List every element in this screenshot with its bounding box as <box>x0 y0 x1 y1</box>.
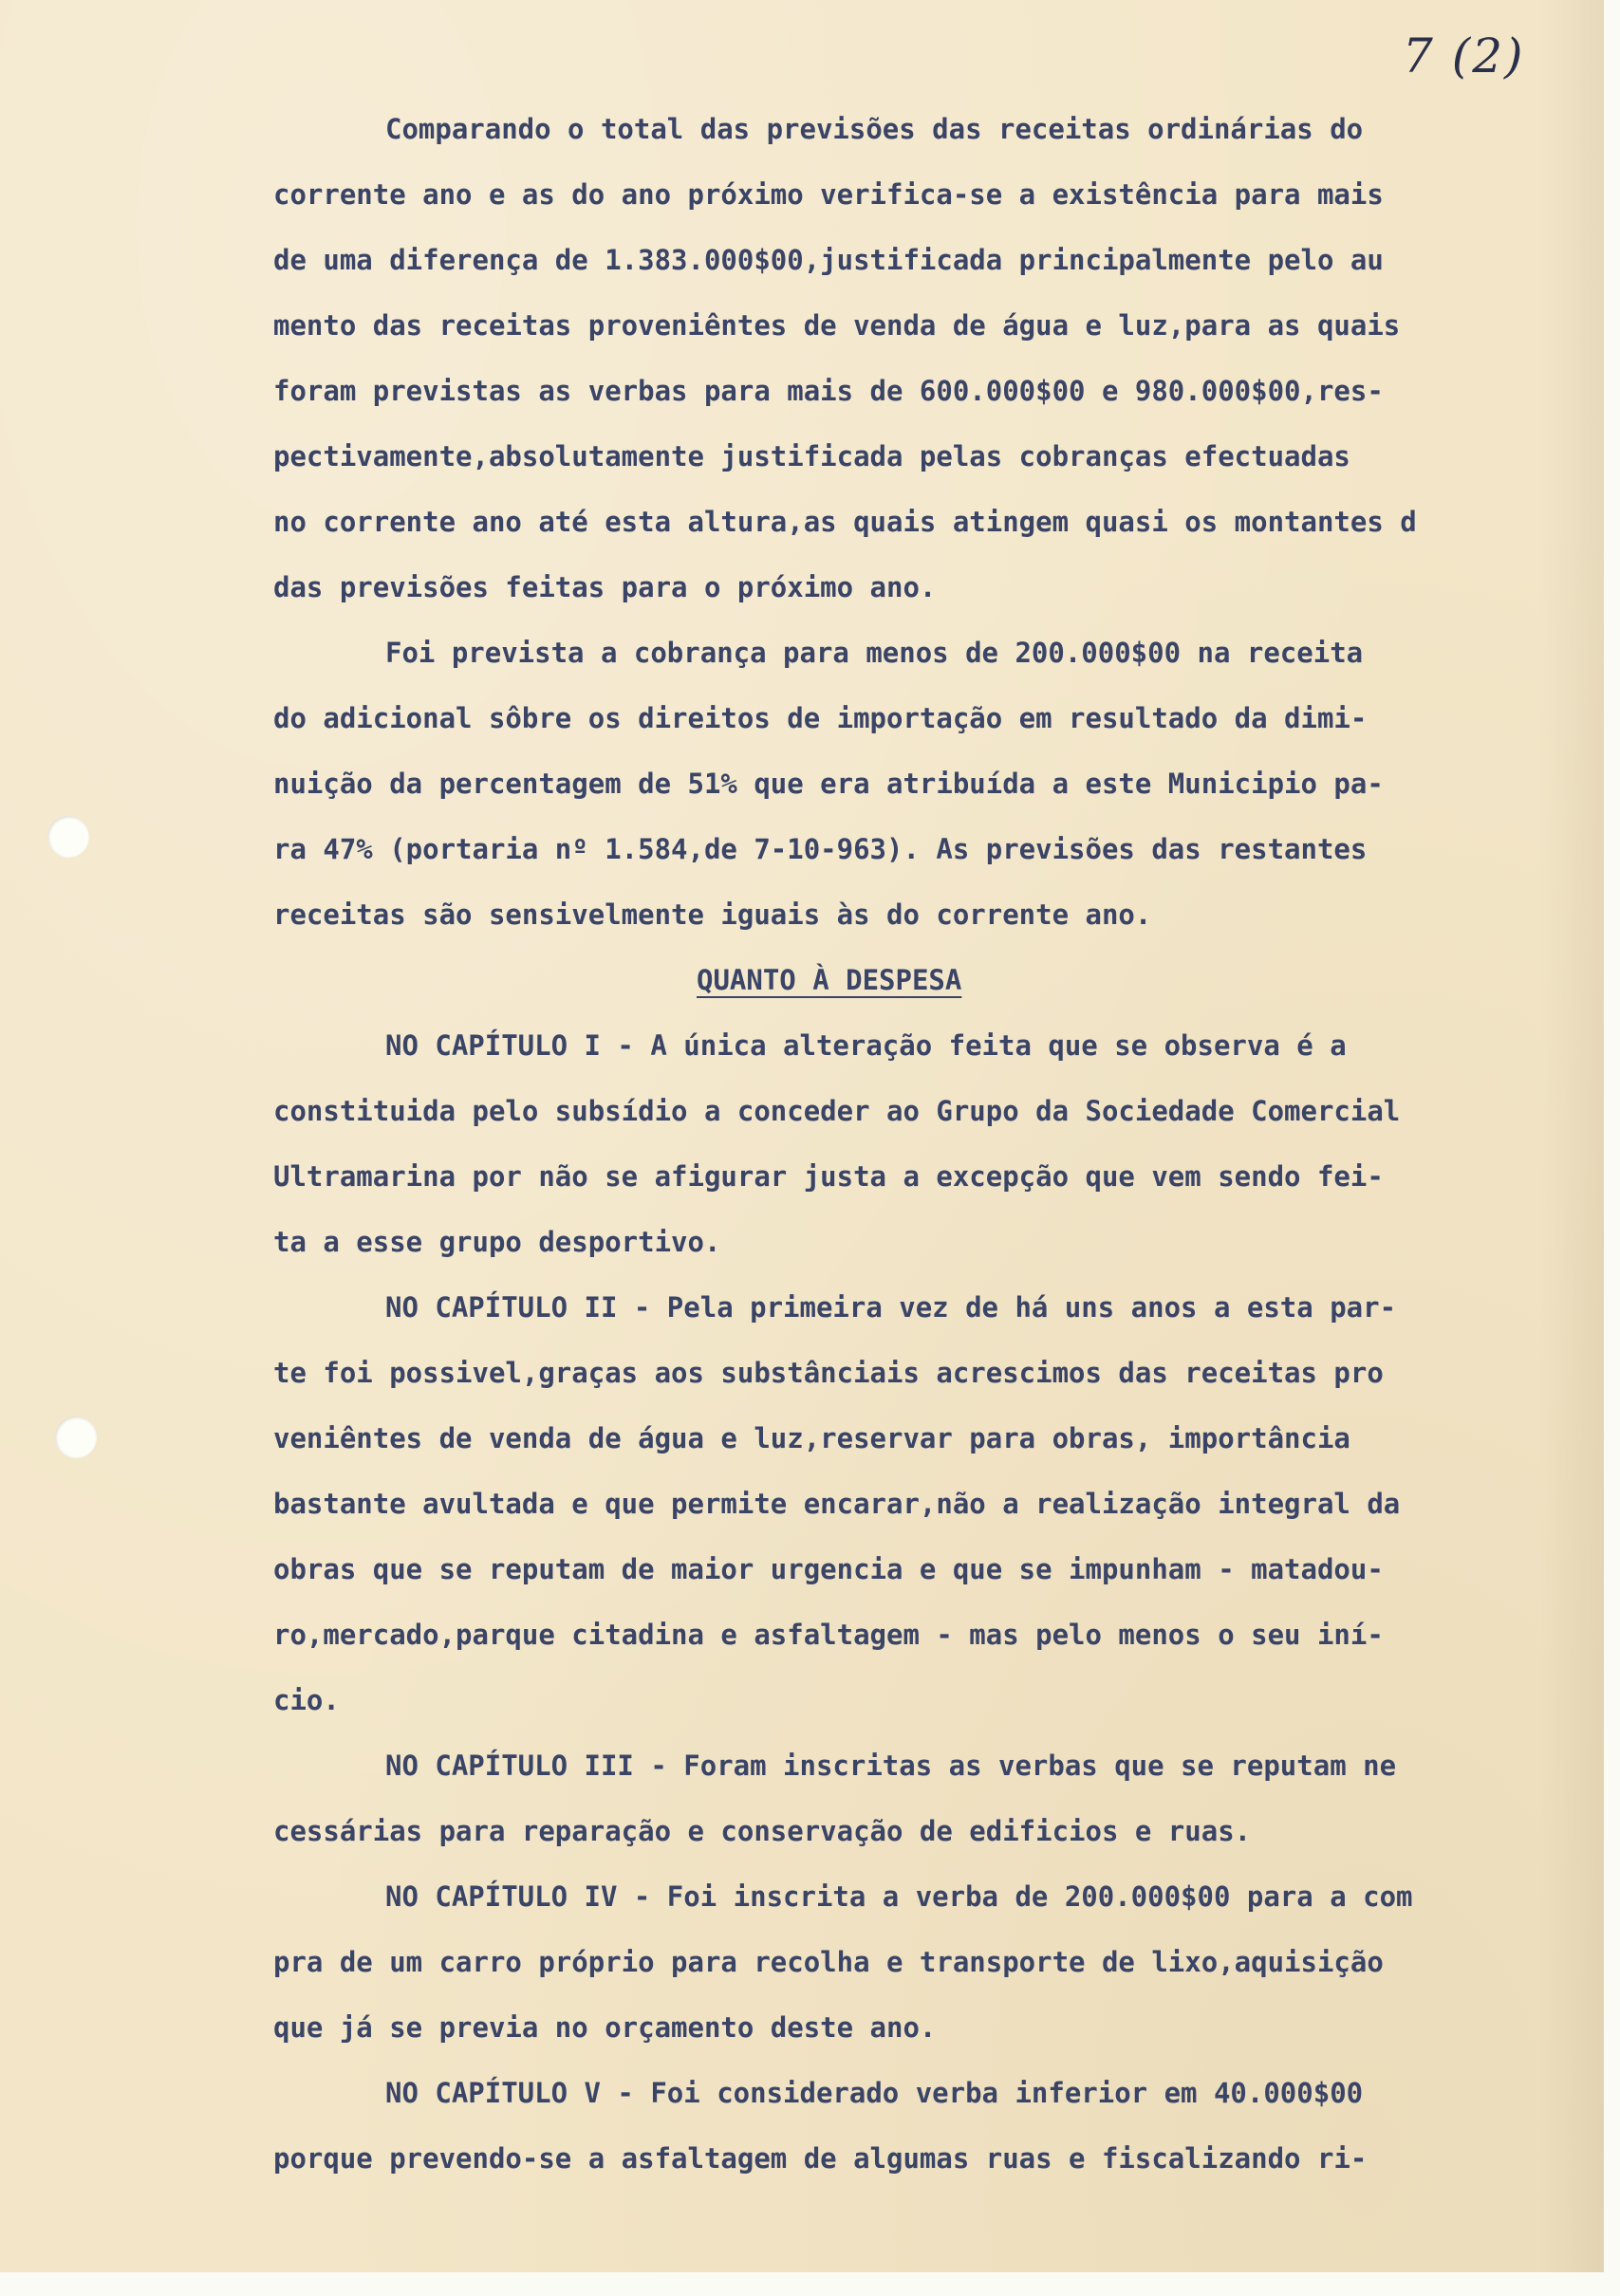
text-line: ra 47% (portaria nº 1.584,de 7-10-963). As previsões das restantes <box>273 833 1368 865</box>
scan-margin-right <box>1604 0 1620 2296</box>
text-line: obras que se reputam de maior urgencia e que se impunham - matadou- <box>273 1553 1384 1585</box>
text-line: foram previstas as verbas para mais de 600.000$00 e 980.000$00,res- <box>273 375 1384 407</box>
text-line: do adicional sôbre os direitos de importação em resultado da dimi- <box>273 702 1368 734</box>
text-line: ta a esse grupo desportivo. <box>273 1226 721 1258</box>
text-line: que já se previa no orçamento deste ano. <box>273 2011 937 2044</box>
revenue-section <box>273 97 1583 948</box>
text-line: pectivamente,absolutamente justificada pelas cobranças efectuadas <box>273 440 1350 472</box>
text-line: corrente ano e as do ano próximo verifica-se a existência para mais <box>273 178 1384 211</box>
text-line: de uma diferença de 1.383.000$00,justificada principalmente pelo au <box>273 244 1384 276</box>
text-line: te foi possivel,graças aos substânciais acrescimos das receitas pro <box>273 1357 1384 1389</box>
text-line: NO CAPÍTULO I - A única alteração feita que se observa é a <box>385 1029 1347 1062</box>
text-line: Ultramarina por não se afigurar justa a excepção que vem sendo fei- <box>273 1160 1384 1193</box>
text-line: nuição da percentagem de 51% que era atribuída a este Municipio pa- <box>273 768 1384 800</box>
text-line: NO CAPÍTULO III - Foram inscritas as verbas que se reputam ne <box>385 1750 1397 1782</box>
text-line: bastante avultada e que permite encarar,não a realização integral da <box>273 1488 1401 1520</box>
text-line: porque prevendo-se a asfaltagem de algumas ruas e fiscalizando ri- <box>273 2142 1368 2175</box>
text-line: pra de um carro próprio para recolha e transporte de lixo,aquisição <box>273 1946 1384 1978</box>
text-line: Foi prevista a cobrança para menos de 200.000$00 na receita <box>385 637 1364 669</box>
page-number: 7 (2) <box>1403 28 1525 83</box>
text-line: cessárias para reparação e conservação de edificios e ruas. <box>273 1815 1252 1847</box>
text-line: NO CAPÍTULO II - Pela primeira vez de há uns anos a esta par- <box>385 1291 1397 1324</box>
expense-section <box>273 1013 1583 2192</box>
punch-hole-top <box>47 816 89 858</box>
text-line: constituida pelo subsídio a conceder ao Grupo da Sociedade Comercial <box>273 1095 1401 1127</box>
text-line: NO CAPÍTULO IV - Foi inscrita a verba de 200.000$00 para a com <box>385 1880 1413 1913</box>
text-line: mento das receitas proveniêntes de venda de água e luz,para as quais <box>273 309 1401 342</box>
text-line: das previsões feitas para o próximo ano. <box>273 571 937 603</box>
text-line: no corrente ano até esta altura,as quais atingem quasi os montantes d <box>273 506 1417 538</box>
text-line: ro,mercado,parque citadina e asfaltagem - mas pelo menos o seu iní- <box>273 1619 1384 1651</box>
text-line: cio. <box>273 1684 340 1716</box>
text-line: Comparando o total das previsões das receitas ordinárias do <box>385 113 1364 145</box>
typed-text-body <box>273 97 1583 2192</box>
text-line: NO CAPÍTULO V - Foi considerado verba inferior em 40.000$00 <box>385 2077 1364 2109</box>
punch-hole-bottom <box>55 1416 97 1458</box>
scan-margin-bottom <box>0 2272 1620 2296</box>
text-line: receitas são sensivelmente iguais às do corrente ano. <box>273 898 1152 931</box>
expense-heading: QUANTO À DESPESA <box>697 964 962 996</box>
text-line: veniêntes de venda de água e luz,reservar para obras, importância <box>273 1422 1350 1454</box>
